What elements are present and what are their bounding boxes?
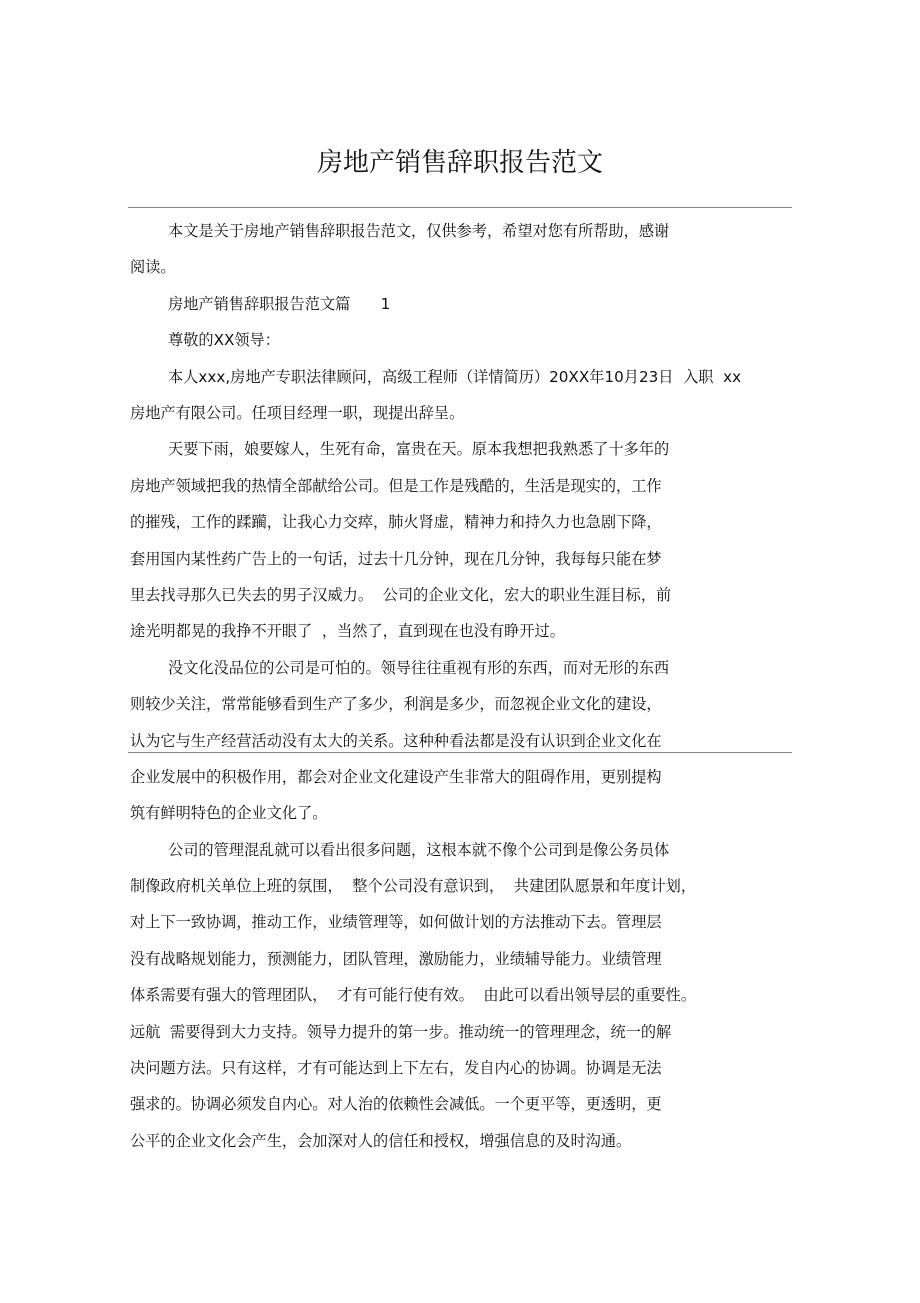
text-line: 房地产有限公司。任项目经理一职，现提出辞呈。	[130, 404, 465, 422]
text-line: 没有战略规划能力，预测能力，团队管理，激励能力，业绩辅导能力。业绩管理	[130, 950, 662, 968]
text-line: 筑有鲜明特色的企业文化了。	[130, 804, 328, 822]
text-line: 决问题方法。只有这样，才有可能达到上下左右，发自内心的协调。协调是无法	[130, 1059, 662, 1077]
text-line: 公司的管理混乱就可以看出很多问题，这根本就不像个公司到是像公务员体	[168, 841, 670, 859]
text-line: 没文化没品位的公司是可怕的。领导往往重视有形的东西，而对无形的东西	[168, 659, 670, 677]
text-line: 公平的企业文化会产生，会加深对人的信任和授权，增强信息的及时沟通。	[130, 1132, 632, 1150]
text-line: 强求的。协调必须发自内心。对人治的依赖性会减低。一个更平等，更透明，更	[130, 1095, 662, 1113]
page-divider	[128, 752, 792, 753]
text-line: 房地产领域把我的热情全部献给公司。但是工作是残酷的，生活是现实的，工作	[130, 477, 662, 495]
text-line: 远航 需要得到大力支持。领导力提升的第一步。推动统一的管理理念，统一的解	[130, 1023, 672, 1041]
text-line: 本文是关于房地产销售辞职报告范文，仅供参考，希望对您有所帮助，感谢	[168, 222, 670, 240]
text-line: 本人xxx,房地产专职法律顾问，高级工程师（详情简历）20XX年10月23日 入职 xx	[168, 368, 742, 386]
text-line: 制像政府机关单位上班的氛围， 整个公司没有意识到， 共建团队愿景和年度计划，	[130, 877, 697, 895]
text-line: 的摧残，工作的蹂躏，让我心力交瘁，肺火肾虚，精神力和持久力也急剧下降，	[130, 513, 662, 531]
text-line: 体系需要有强大的管理团队， 才有可能行使有效。 由此可以看出领导层的重要性。	[130, 986, 697, 1004]
text-line: 途光明都晃的我挣不开眼了 ，当然了，直到现在也没有睁开过。	[130, 622, 565, 640]
text-line: 认为它与生产经营活动没有太大的关系。这种种看法都是没有认识到企业文化在	[130, 732, 662, 750]
text-line: 则较少关注，常常能够看到生产了多少，利润是多少，而忽视企业文化的建设，	[130, 695, 662, 713]
text-line: 天要下雨，娘要嫁人，生死有命，富贵在天。原本我想把我熟悉了十多年的	[168, 440, 670, 458]
document-title: 房地产销售辞职报告范文	[316, 148, 603, 178]
title-rule	[128, 207, 792, 208]
text-line: 阅读。	[130, 258, 176, 276]
text-line: 套用国内某性药广告上的一句话，过去十几分钟，现在几分钟，我每每只能在梦	[130, 550, 662, 568]
text-line: 尊敬的XX领导：	[168, 331, 280, 349]
text-line: 里去找寻那久已失去的男子汉威力。 公司的企业文化，宏大的职业生涯目标，前	[130, 586, 672, 604]
text-line: 企业发展中的积极作用，都会对企业文化建设产生非常大的阻碍作用，更别提构	[130, 768, 662, 786]
text-line: 房地产销售辞职报告范文篇 1	[168, 295, 391, 313]
text-line: 对上下一致协调，推动工作，业绩管理等，如何做计划的方法推动下去。管理层	[130, 913, 662, 931]
